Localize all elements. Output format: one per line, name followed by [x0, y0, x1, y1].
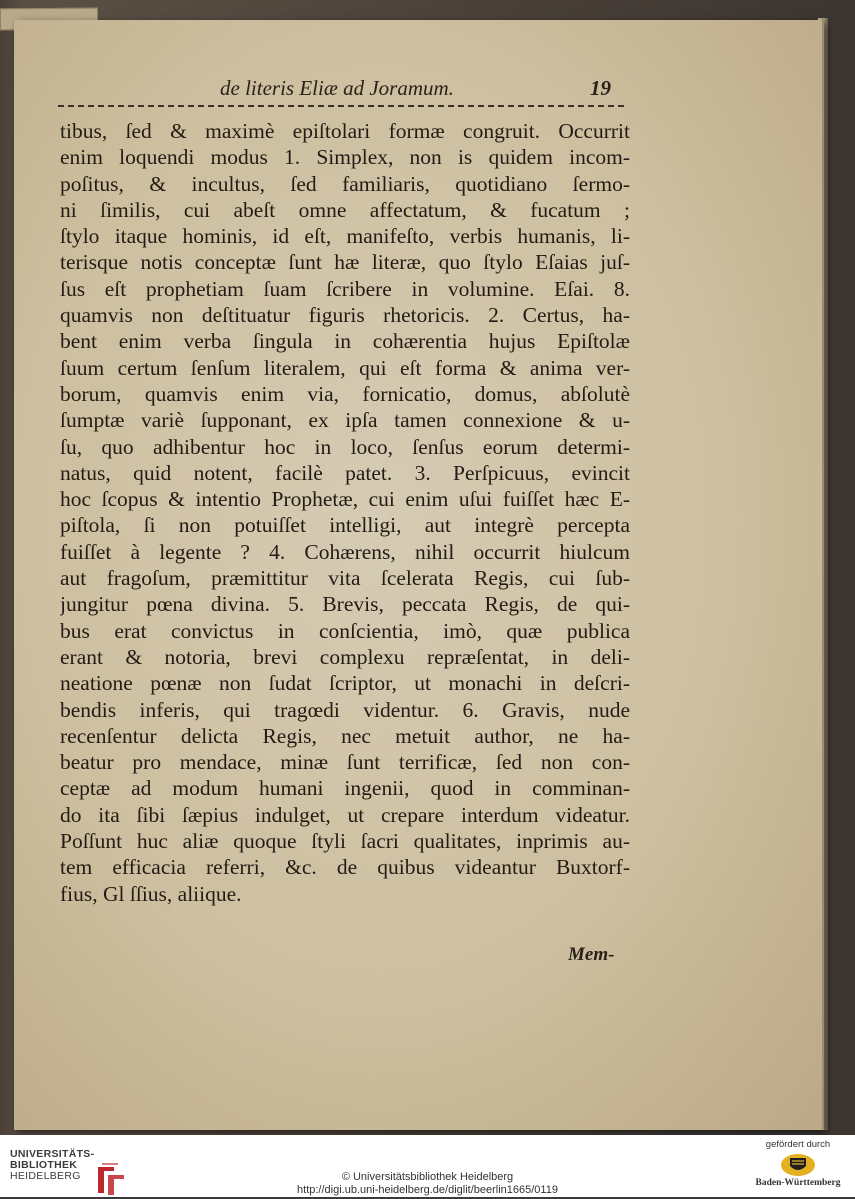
text-line: ſtylo itaque hominis, id eſt, manifeſto, verbis humanis, li- [60, 224, 630, 249]
viewer-footer [0, 1135, 855, 1197]
text-line: neatione pœnæ non ſudat ſcriptor, ut monachi in deſcri- [60, 671, 630, 696]
running-title: de literis Eliæ ad Joramum. [220, 76, 454, 100]
text-line: piſtola, ſi non potuiſſet intelligi, aut integrè percepta [60, 513, 630, 538]
text-line: borum, quamvis enim via, fornicatio, domus, abſolutè [60, 381, 630, 406]
text-line: bendis inferis, qui tragœdi videntur. 6. Gravis, nude [60, 697, 630, 722]
catchword: Mem- [568, 944, 615, 965]
text-line: ſus eſt prophetiam ſuam ſcribere in volumine. Eſai. 8. [60, 276, 630, 301]
sponsor-name: Baden-Württemberg [755, 1178, 841, 1188]
text-line: ceptæ ad modum humani ingenii, quod in comminan- [60, 776, 630, 801]
page-number: 19 [590, 76, 611, 100]
text-line: beatur pro mendace, minæ ſunt terrificæ, ſed non con- [60, 750, 630, 775]
text-line: hoc ſcopus & intentio Prophetæ, cui enim uſui fuiſſet hæc E- [60, 487, 630, 512]
library-name-line: HEIDELBERG [10, 1170, 81, 1182]
header-rule [58, 105, 624, 107]
text-line: tibus, ſed & maximè epiſtolari formæ congruit. Occurrit [60, 119, 630, 143]
text-line: aut fragoſum, præmittitur vita ſcelerata Regis, cui ſub- [60, 566, 630, 591]
text-line: ni ſimilis, cui abeſt omne affectatum, & fucatum ; [60, 197, 630, 222]
text-line: fuiſſet à legente ? 4. Cohærens, nihil occurrit hiulcum [60, 539, 630, 564]
text-line: ſumptæ variè ſupponant, ex ipſa tamen connexione & u- [60, 408, 630, 433]
library-name-line: UNIVERSITÄTS- [10, 1148, 95, 1160]
text-line: do ita ſibi ſæpius indulget, ut crepare interdum videatur. [60, 802, 630, 827]
text-line: fius, Gl ſſius, aliique. [60, 881, 242, 906]
text-line: terisque notis conceptæ ſunt hæ literæ, quo ſtylo Eſaias juſ- [60, 250, 630, 275]
text-line: bus erat convictus in conſcientia, imò, quæ publica [60, 618, 630, 643]
text-line: ſuum certum ſenſum literalem, qui eſt forma & anima ver- [60, 355, 630, 380]
library-name-line: BIBLIOTHEK [10, 1159, 78, 1171]
sponsor-label: gefördert durch [765, 1139, 831, 1150]
text-line: tem efficacia referri, &c. de quibus videantur Buxtorf- [60, 855, 630, 880]
text-line: natus, quid notent, facilè patet. 3. Perſpicuus, evincit [60, 460, 630, 485]
coat-of-arms-icon [778, 1153, 818, 1177]
text-line: enim loquendi modus 1. Simplex, non is quidem incom- [60, 145, 630, 170]
text-line: ſu, quo adhibentur hoc in loco, ſenſus eorum determi- [60, 434, 630, 459]
text-line: erant & notoria, brevi complexu repræſentat, in deli- [60, 644, 630, 669]
text-line: recenſentur delicta Regis, nec metuit author, ne ha- [60, 723, 630, 748]
permalink[interactable]: http://digi.ub.uni-heidelberg.de/diglit/beerlin1665/0119 [297, 1184, 558, 1196]
sponsor-logo[interactable] [748, 1139, 848, 1197]
body-text [60, 118, 630, 907]
copyright-notice: © Universitätsbibliothek Heidelberg [341, 1171, 514, 1183]
text-line: bent enim verba ſingula in cohærentia hujus Epiſtolæ [60, 329, 630, 354]
text-line: Poſſunt huc aliæ quoque ſtyli ſacri qualitates, inprimis au- [60, 829, 630, 854]
running-head [60, 60, 620, 100]
text-line: quamvis non deſtituatur figuris rhetoricis. 2. Certus, ha- [60, 303, 630, 328]
text-line: poſitus, & incultus, ſed familiaris, quotidiano ſermo- [60, 171, 630, 196]
text-line: jungitur pœna divina. 5. Brevis, peccata Regis, de qui- [60, 592, 630, 617]
